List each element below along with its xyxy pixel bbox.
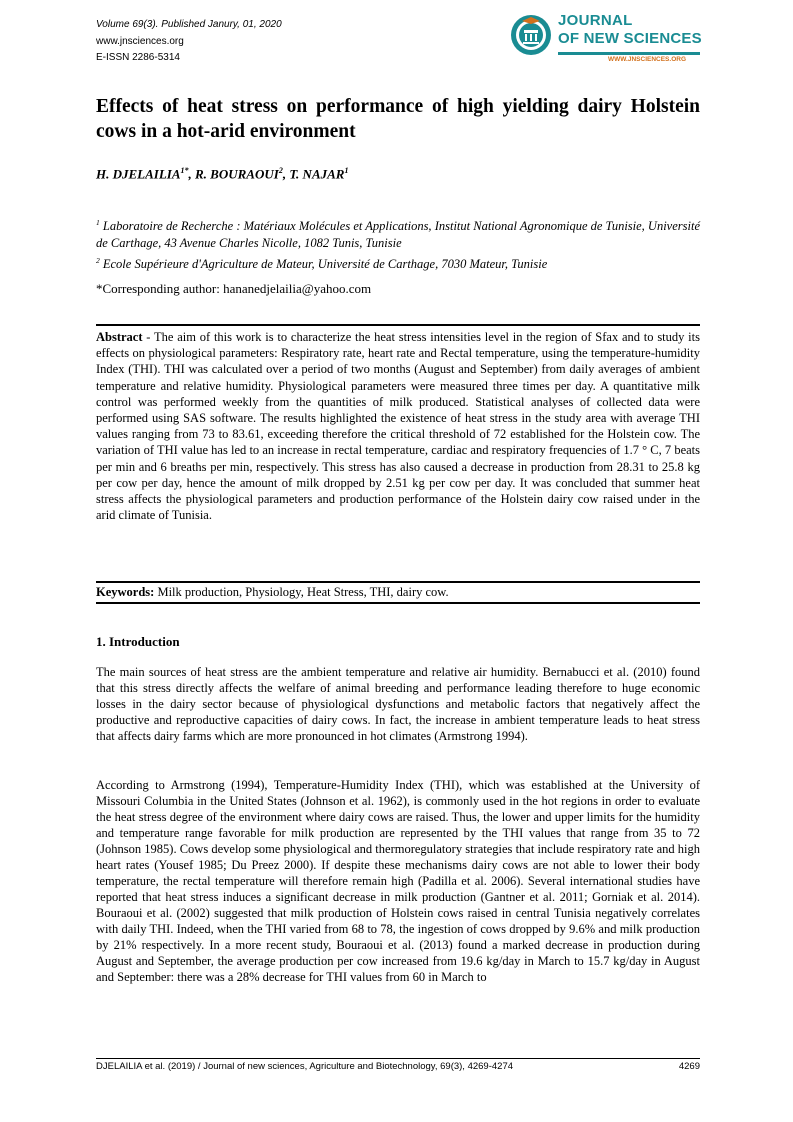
journal-header [96,17,282,67]
page-footer [96,1061,700,1072]
author-2-affil: 2 [278,166,283,175]
affiliation-1 [96,214,700,252]
paper-title: Effects of heat stress on performance of high yielding dairy Holstein cows in a hot-arid environment [96,96,700,142]
keywords-bottom-rule [96,602,700,604]
affiliation-2-text: Ecole Supérieure d'Agriculture de Mateur, Université de Carthage, 7030 Mateur, Tunisie [99,257,548,272]
corresponding-author: *Corresponding author: hananedjelailia@yahoo.com [96,281,372,296]
intro-paragraph-1: The main sources of heat stress are the ambient temperature and relative air humidity. Bernabucci et al. (2010) found that this stress directly affects the welfare of animal breeding and performance leading therefore to huge economic losses in the dairy sector because of physiological dysfunctions and metabolic factors that negatively affect the productive and reproductive capacities of dairy cows. In fact, the increase in ambient temperature leads to heat stress that affects dairy farms which are more pronounced in hot climates (Armstrong 1994). [96,665,700,743]
author-1: H. DJELAILIA [96,166,181,182]
abstract [96,329,700,523]
website-link[interactable]: www.jnsciences.org [96,35,184,47]
affiliations [96,214,700,273]
abstract-label: Abstract [96,330,143,344]
affiliation-2 [96,252,700,273]
journal-logo [510,12,702,68]
section-heading-introduction: 1. Introduction [96,634,180,649]
abstract-bottom-rule [96,581,700,583]
keywords-text: Milk production, Physiology, Heat Stress, THI, dairy cow. [154,585,449,599]
keywords-label: Keywords: [96,585,155,599]
author-1-affil: 1* [180,166,189,175]
author-separator: , [188,166,196,182]
logo-underline [558,52,700,55]
keywords [96,585,700,600]
abstract-text: - The aim of this work is to characterize the heat stress intensities level in the region of Sfax and to study its effects on physiological parameters: Respiratory rate, heart rate and Rectal temperature, using the temperature-humidity Index (THI). THI was calculated over a period of two months (August and September) from daily averages of ambient temperature and relative humidity. Physiological parameters were measured three times per day. A quantitative milk control was performed weekly from the quantities of milk produced. Statistical analyses of collected data were performed using SAS software. The results highlighted the existence of heat stress in the study area with average THI values ranging from 73 to 83.61, exceeding therefore the critical threshold of 72 established for the Holstein cow. The variation of THI value has led to an increase in rectal temperature, cardiac and respiratory frequencies of 1.7 ° C, 7 beats per min and 6 breaths per min, respectively. This stress has also caused a decrease in production from 28.31 to 25.8 kg per cow per day, hence the amount of milk dropped by 2.51 kg per cow per day. It was concluded that summer heat stress affects the physiological parameters and production performance of the Holstein dairy cow raised under in the arid climate of Tunisia. [96,330,700,523]
intro-paragraph-2: According to Armstrong (1994), Temperature-Humidity Index (THI), which was established at the University of Missouri Columbia in the United States (Johnson et al. 1962), is commonly used in the hot regions in order to evaluate the heat stress degree of the environment where dairy cows are raised. Thus, the lower and upper limits for the humidity and temperature range favorable for milk production are represented by the THI values that range from 35 to 72 (Johnson 1985). Cows develop some physiological and thermoregulatory strategies that include respiratory rate and high heart rates (Yousef 1985; Du Preez 2000). If despite these mechanisms dairy cows are not able to lower their body temperature, the rectal temperature will therefore remain high (Padilla et al. 2006). Several international studies have reported that heat stress induces a significant decrease in milk production (Gantner et al. 2011; Gorniak et al. 2014). Bouraoui et al. (2002) suggested that milk production of Holstein cows raised in central Tunisia negatively correlates with daily THI. Indeed, when the THI varied from 68 to 78, the ingestion of cows dropped by 9.6% and milk production by 21% respectively. In a more recent study, Bouraoui et al. (2013) found a marked decrease in production during August and September, the average production per cow increased from 19.6 kg/day in March to 15.7 kg/day in August and September: there was a 28% decrease for THI values from 60 in March to [96,778,700,984]
author-list [96,166,348,182]
affiliation-2-marker: 2 [96,256,100,266]
footer-rule [96,1058,700,1059]
volume-line: Volume 69(3). Published Janury, 01, 2020 [96,19,282,30]
author-separator: , [282,166,290,182]
logo-brand-line1: JOURNAL [558,12,633,29]
journal-seal-icon [510,14,552,56]
author-3: T. NAJAR [289,166,345,182]
logo-brand-line2: OF NEW SCIENCES [558,30,702,47]
abstract-top-rule [96,324,700,326]
author-2: R. BOURAOUI [195,166,279,182]
logo-url: WWW.JNSCIENCES.ORG [608,56,687,63]
issn: E-ISSN 2286-5314 [96,52,180,63]
author-3-affil: 1 [344,166,349,175]
affiliation-1-text: Laboratoire de Recherche : Matériaux Molécules et Applications, Institut National Agronomique de Tunisie, Université de Carthage, 43 Avenue Charles Nicolle, 1082 Tunis, Tunisie [96,219,700,251]
affiliation-1-marker: 1 [96,218,100,227]
footer-citation: DJELAILIA et al. (2019) / Journal of new sciences, Agriculture and Biotechnology, 69(3), 4269-4274 [96,1061,514,1072]
page-number: 4269 [678,1061,700,1072]
